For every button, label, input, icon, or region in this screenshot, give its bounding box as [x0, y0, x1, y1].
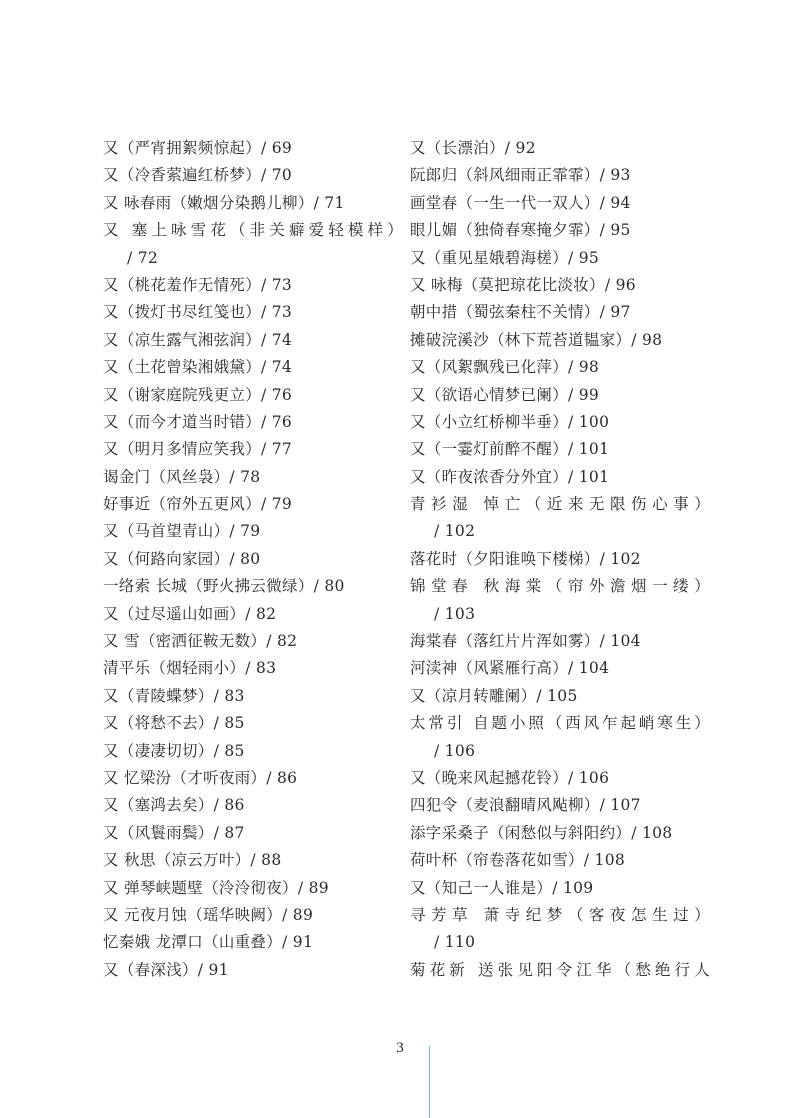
toc-entry: 海棠春（落红片片浑如雾）/ 104: [410, 632, 641, 651]
toc-entry: 又 弹琴峡题壁（泠泠彻夜）/ 89: [103, 878, 329, 897]
toc-entry: 朝中措（蜀弦秦柱不关情）/ 97: [410, 303, 631, 322]
toc-entry: 阮郎归（斜风细雨正霏霏）/ 93: [410, 166, 631, 185]
toc-entry: / 110: [434, 933, 476, 952]
toc-entry: 又（春深浅）/ 91: [103, 960, 229, 979]
toc-entry: 又（拨灯书尽红笺也）/ 73: [103, 303, 293, 322]
toc-entry: 又 雪（密洒征鞍无数）/ 82: [103, 632, 298, 651]
toc-entry: 又（谢家庭院残更立）/ 76: [103, 385, 293, 404]
toc-entry: 太常引 自题小照（西风乍起峭寒生）: [410, 714, 710, 733]
toc-entry: 忆秦娥 龙潭口（山重叠）/ 91: [103, 933, 314, 952]
toc-entry: 河渎神（风紧雁行高）/ 104: [410, 659, 610, 678]
toc-entry: 又 咏春雨（嫩烟分染鹅儿柳）/ 71: [103, 193, 345, 212]
toc-entry: 又 元夜月蚀（瑶华映阙）/ 89: [103, 905, 314, 924]
toc-entry: 又（长漂泊）/ 92: [410, 139, 536, 157]
toc-entry: 谒金门（风丝袅）/ 78: [103, 467, 261, 486]
toc-entry: 又（桃花羞作无情死）/ 73: [103, 275, 293, 294]
toc-entry: 又（青陵蝶梦）/ 83: [103, 686, 245, 705]
toc-entry: / 72: [127, 248, 159, 267]
toc-entry: 又（严宵拥絮频惊起）/ 69: [103, 139, 293, 157]
toc-entry: 画堂春（一生一代一双人）/ 94: [410, 193, 631, 212]
toc-entry: / 106: [434, 741, 476, 760]
toc-entry: 又（凉月转雕阑）/ 105: [410, 686, 578, 705]
toc-entry: 菊花新 送张见阳令江华（愁绝行人: [410, 960, 710, 979]
toc-entry: 眼儿媚（独倚春寒掩夕霏）/ 95: [410, 221, 631, 240]
toc-entry: 又（欲语心情梦已阑）/ 99: [410, 385, 600, 404]
toc-entry: 又（重见星娥碧海槎）/ 95: [410, 248, 600, 267]
toc-entry: 又（风鬟雨鬓）/ 87: [103, 823, 245, 842]
toc-entry: 又（晚来风起撼花铃）/ 106: [410, 768, 610, 787]
toc-entry: 寻芳草 萧寺纪梦（客夜怎生过）: [410, 905, 710, 924]
toc-entry: 又（塞鸿去矣）/ 86: [103, 796, 245, 815]
margin-rule: [429, 1046, 430, 1118]
toc-entry: 青衫湿 悼亡（近来无限伤心事）: [410, 495, 710, 514]
toc-entry: 又（明月多情应笑我）/ 77: [103, 440, 293, 459]
toc-entry: / 103: [434, 604, 476, 623]
toc-entry: / 102: [434, 522, 476, 541]
toc-entry: 又（凉生露气湘弦润）/ 74: [103, 330, 293, 349]
toc-entry: 一络索 长城（野火拂云微绿）/ 80: [103, 577, 345, 596]
toc-left-column: [103, 135, 403, 984]
toc-entry: 又（冷香萦遍红桥梦）/ 70: [103, 166, 293, 185]
toc-entry: 又（风絮飘残已化萍）/ 98: [410, 358, 600, 377]
toc-entry: 又（知己一人谁是）/ 109: [410, 878, 594, 897]
toc-entry: 荷叶杯（帘卷落花如雪）/ 108: [410, 851, 626, 870]
toc-entry: 添字采桑子（闲愁似与斜阳约）/ 108: [410, 823, 673, 842]
toc-entry: 又（过尽遥山如画）/ 82: [103, 604, 277, 623]
toc-entry: 又（马首望青山）/ 79: [103, 522, 261, 541]
toc-entry: 又 塞上咏雪花（非关癖爱轻模样）: [103, 221, 403, 240]
toc-entry: 四犯令（麦浪翻晴风飐柳）/ 107: [410, 796, 641, 815]
page-number: 3: [396, 1040, 404, 1056]
toc-entry: 摊破浣溪沙（林下荒苔道韫家）/ 98: [410, 330, 663, 349]
toc-right-column: [410, 135, 710, 984]
toc-entry: 又（小立红桥柳半垂）/ 100: [410, 412, 610, 431]
toc-entry: 落花时（夕阳谁唤下楼梯）/ 102: [410, 549, 641, 568]
toc-entry: 又（凄凄切切）/ 85: [103, 741, 245, 760]
toc-entry: 又（昨夜浓香分外宜）/ 101: [410, 467, 610, 486]
toc-entry: 又 咏梅（莫把琼花比淡妆）/ 96: [410, 275, 636, 294]
toc-entry: 又（何路向家园）/ 80: [103, 549, 261, 568]
toc-entry: 又（土花曾染湘娥黛）/ 74: [103, 358, 293, 377]
toc-entry: 又（将愁不去）/ 85: [103, 714, 245, 733]
toc-entry: 又（而今才道当时错）/ 76: [103, 412, 293, 431]
toc-entry: 又（一霎灯前醉不醒）/ 101: [410, 440, 610, 459]
toc-entry: 又 秋思（凉云万叶）/ 88: [103, 851, 282, 870]
toc-entry: 好事近（帘外五更风）/ 79: [103, 495, 293, 514]
toc-entry: 锦堂春 秋海棠（帘外澹烟一缕）: [410, 577, 710, 596]
toc-entry: 清平乐（烟轻雨小）/ 83: [103, 659, 277, 678]
toc-entry: 又 忆梁汾（才听夜雨）/ 86: [103, 768, 298, 787]
